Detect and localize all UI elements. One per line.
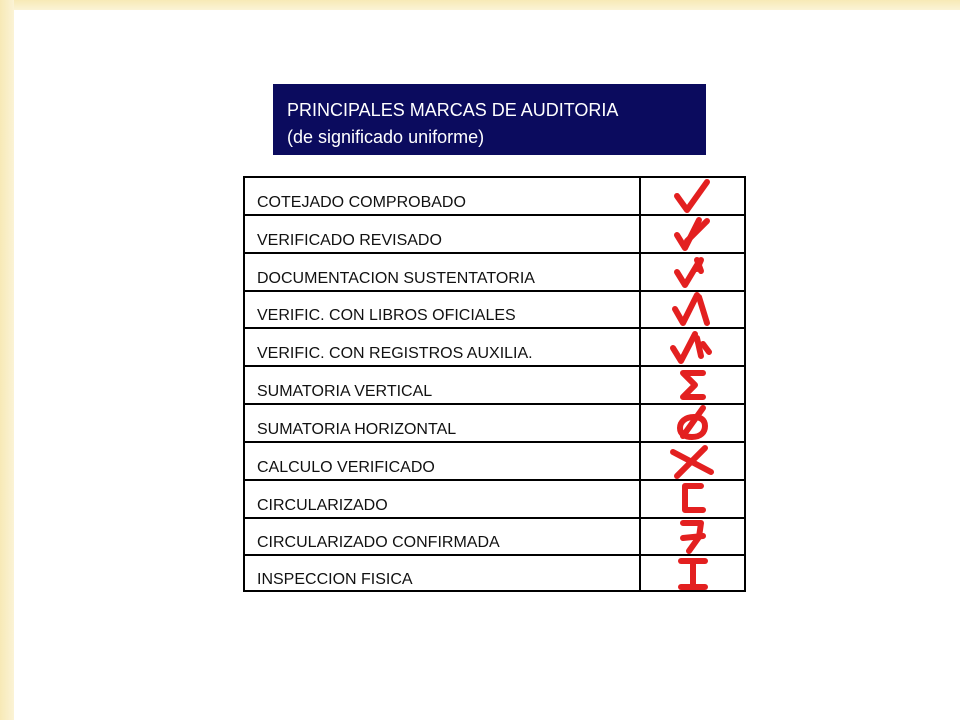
table-row [245, 253, 744, 291]
table-row [245, 215, 744, 253]
table-row [245, 480, 744, 518]
row-label: VERIFIC. CON REGISTROS AUXILIA. [257, 345, 533, 362]
table-row [245, 518, 744, 555]
table-row [245, 178, 744, 215]
title-box [273, 84, 706, 155]
row-label: CIRCULARIZADO CONFIRMADA [257, 534, 500, 551]
audit-marks-table [243, 176, 746, 592]
row-label: SUMATORIA HORIZONTAL [257, 421, 457, 438]
x-mark-icon [641, 442, 744, 480]
i-bar-mark-icon [641, 555, 744, 592]
title-line-1: PRINCIPALES MARCAS DE AUDITORIA [287, 100, 619, 120]
c-bracket-mark-icon [641, 480, 744, 518]
sigma-mark-icon [641, 366, 744, 404]
row-label: DOCUMENTACION SUSTENTATORIA [257, 270, 535, 287]
row-label: COTEJADO COMPROBADO [257, 194, 466, 211]
row-label: SUMATORIA VERTICAL [257, 383, 433, 400]
check-x-mark-icon [641, 253, 744, 291]
check-slash-mark-icon [641, 291, 744, 328]
table-row [245, 328, 744, 366]
table-row [245, 442, 744, 480]
row-label: CIRCULARIZADO [257, 497, 388, 514]
table-row [245, 555, 744, 592]
c-bracket-crossed-mark-icon [641, 518, 744, 555]
table-row [245, 291, 744, 328]
row-label: VERIFIC. CON LIBROS OFICIALES [257, 307, 516, 324]
top-border-decoration [0, 0, 960, 10]
left-border-decoration [0, 0, 14, 720]
slashed-circle-mark-icon [641, 404, 744, 442]
row-label: INSPECCION FISICA [257, 571, 413, 588]
check-double-tick-mark-icon [641, 328, 744, 366]
row-label: VERIFICADO REVISADO [257, 232, 442, 249]
double-check-mark-icon [641, 215, 744, 253]
row-label: CALCULO VERIFICADO [257, 459, 435, 476]
table-row [245, 366, 744, 404]
table-row [245, 404, 744, 442]
title-line-2: (de significado uniforme) [287, 127, 485, 147]
check-mark-icon [641, 178, 744, 215]
